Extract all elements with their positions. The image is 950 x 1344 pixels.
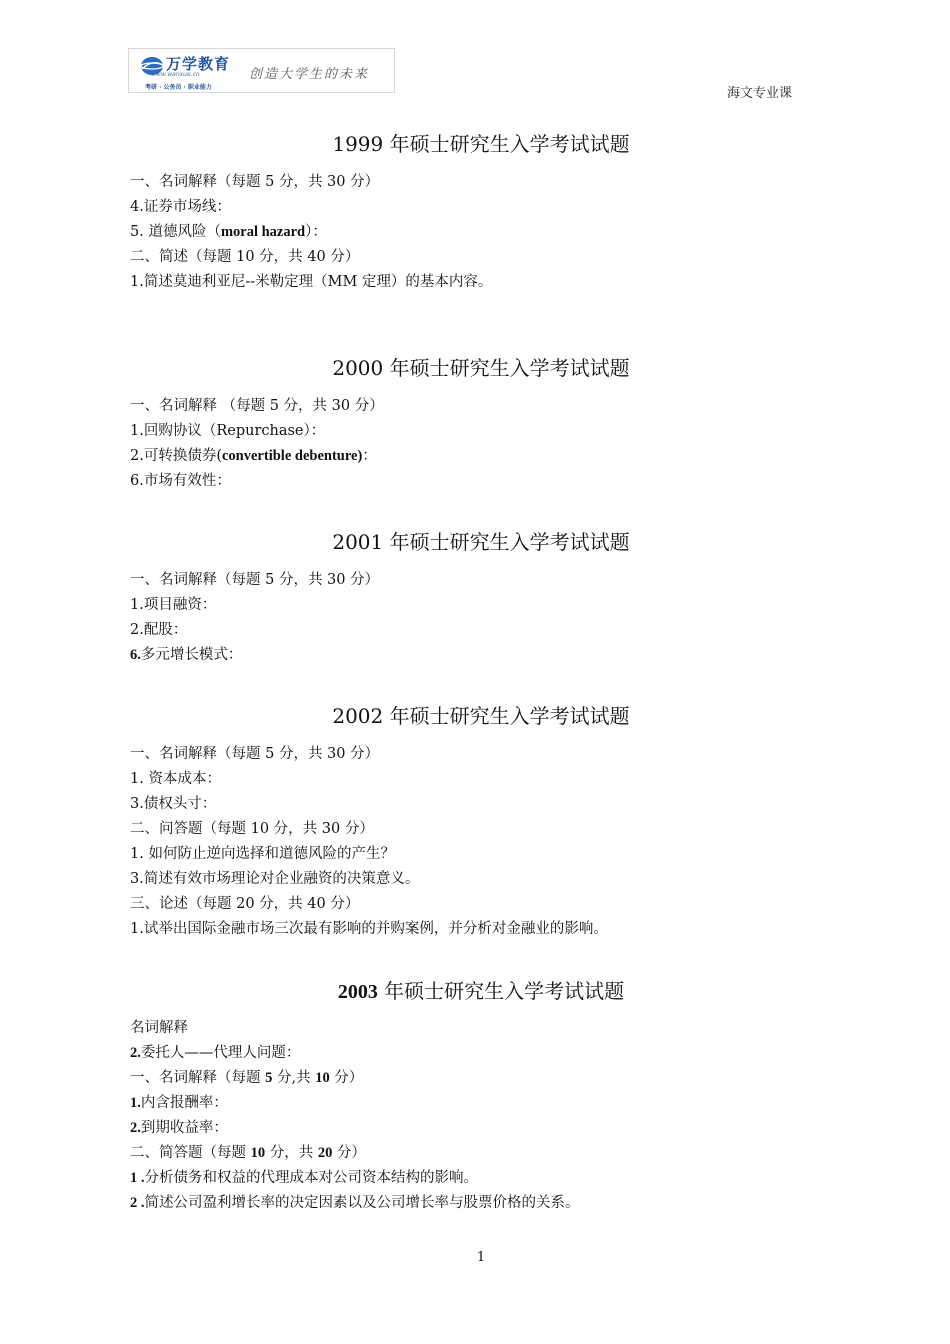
question-item: 2.委托人——代理人问题：: [130, 1045, 301, 1061]
section-heading: 一、名词解释（每题 5 分，共 30 分）: [130, 174, 380, 190]
question-item: 2 .简述公司盈利增长率的决定因素以及公司增长率与股票价格的关系。: [130, 1195, 580, 1211]
section-title-2000: 2000 年硕士研究生入学考试试题: [332, 356, 630, 380]
logo-tagline: 创造大学生的未来: [249, 67, 370, 82]
section-title-1999: 1999 年硕士研究生入学考试试题: [332, 132, 630, 156]
question-item: 6.市场有效性：: [130, 473, 231, 489]
question-item: 3.简述有效市场理论对企业融资的决策意义。: [130, 871, 420, 887]
logo: [128, 48, 395, 93]
section-heading: 名词解释: [130, 1020, 188, 1036]
question-item: 2.可转换债券(convertible debenture)：: [130, 448, 377, 464]
question-item: 1 .分析债务和权益的代理成本对公司资本结构的影响。: [130, 1170, 478, 1186]
question-item: 1.回购协议（Repurchase）：: [130, 423, 326, 439]
section-title-2003: 2003 年硕士研究生入学考试试题: [337, 979, 625, 1003]
question-item: 1. 资本成本：: [130, 771, 221, 787]
question-item: 1.试举出国际金融市场三次最有影响的并购案例，并分析对金融业的影响。: [130, 921, 608, 937]
question-item: 1. 如何防止逆向选择和道德风险的产生？: [130, 846, 395, 862]
section-heading: 一、名词解释 （每题 5 分，共 30 分）: [130, 398, 384, 414]
header-label: 海文专业课: [727, 86, 793, 101]
question-item: 3.债权头寸：: [130, 796, 217, 812]
section-heading: 二、问答题（每题 10 分，共 30 分）: [130, 821, 374, 837]
section-heading: 一、名词解释（每题 5 分，共 30 分）: [130, 746, 380, 762]
page-number: 1: [476, 1250, 486, 1265]
question-item: 4.证券市场线：: [130, 199, 231, 215]
section-heading: 二、简答题（每题 10 分，共 20 分）: [130, 1145, 366, 1161]
question-item: 1.简述莫迪利亚尼--米勒定理（MM 定理）的基本内容。: [130, 274, 493, 290]
question-item: 1.内含报酬率：: [130, 1095, 228, 1111]
question-item: 2.配股：: [130, 622, 188, 638]
question-item: 2.到期收益率：: [130, 1120, 228, 1136]
logo-url: www.wanxue.cn: [151, 71, 200, 78]
question-item: 5. 道德风险（moral hazard）：: [130, 224, 327, 240]
question-item: 1.项目融资：: [130, 597, 217, 613]
section-heading: 一、名词解释（每题 5 分，共 30 分）: [130, 572, 380, 588]
section-heading: 一、名词解释（每题 5 分,共 10 分）: [130, 1070, 364, 1086]
question-item: 6.多元增长模式：: [130, 647, 243, 663]
section-heading: 二、简述（每题 10 分，共 40 分）: [130, 249, 360, 265]
section-title-2001: 2001 年硕士研究生入学考试试题: [332, 530, 630, 554]
section-heading: 三、论述（每题 20 分，共 40 分）: [130, 896, 360, 912]
logo-subtitle: 考研 · 公务员 · 职业能力: [145, 84, 212, 91]
logo-name: 万学教育: [166, 55, 231, 73]
section-title-2002: 2002 年硕士研究生入学考试试题: [332, 704, 630, 728]
